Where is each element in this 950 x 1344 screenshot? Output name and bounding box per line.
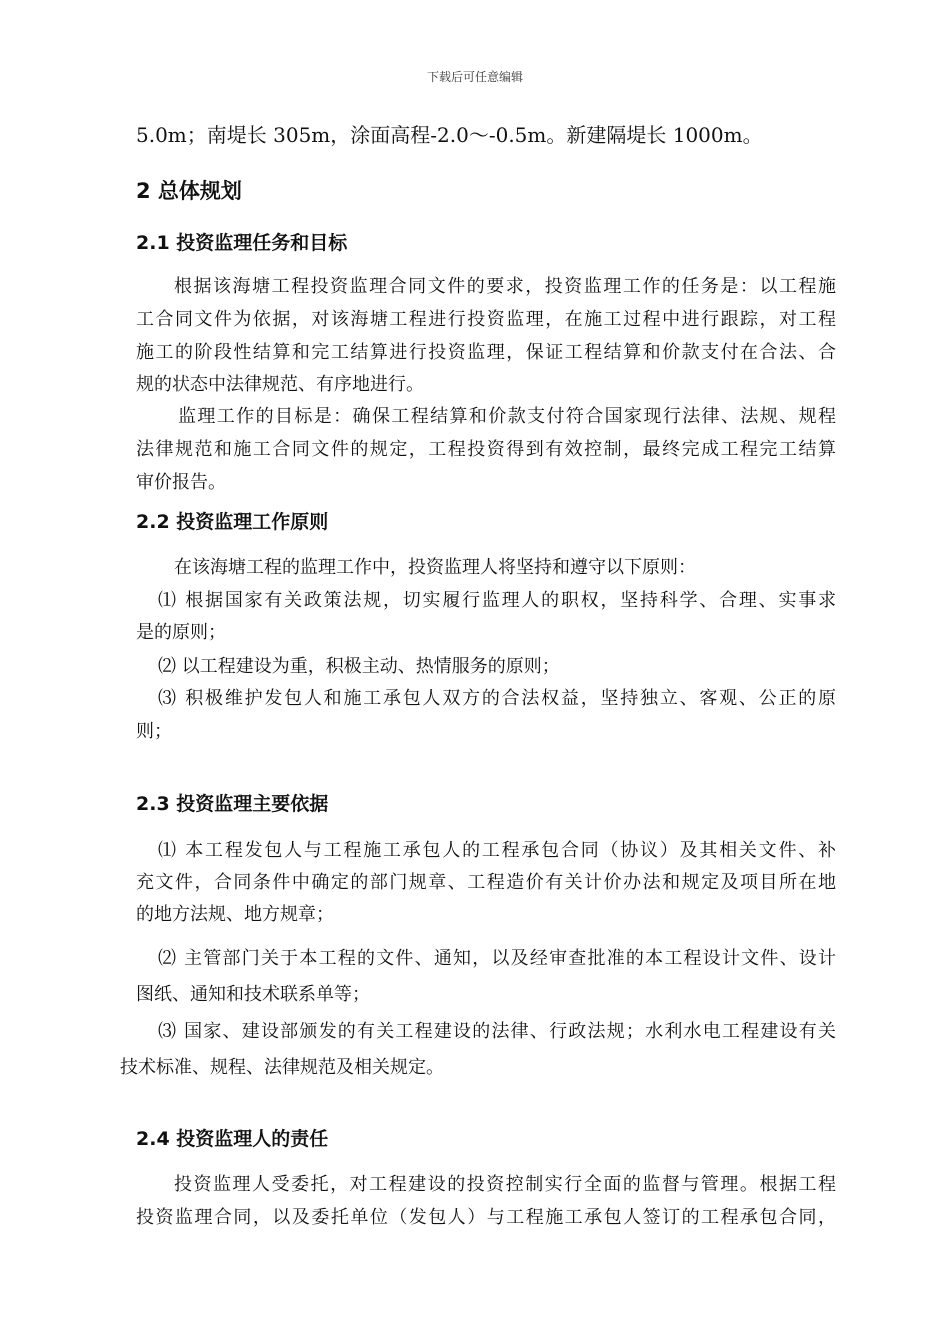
list-item: 是的原则；	[136, 622, 226, 643]
list-item: ⑴ 根据国家有关政策法规，切实履行监理人的职权，坚持科学、合理、实事求	[158, 590, 836, 611]
paragraph-line: 监理工作的目标是：确保工程结算和价款支付符合国家现行法律、法规、规程	[178, 406, 836, 427]
paragraph-line: 施工的阶段性结算和完工结算进行投资监理，保证工程结算和价款支付在合法、合	[136, 342, 836, 363]
paragraph-line: 投资监理人受委托，对工程建设的投资控制实行全面的监督与管理。根据工程	[174, 1174, 836, 1195]
list-item: 则；	[136, 721, 172, 742]
paragraph-line: 工合同文件为依据，对该海塘工程进行投资监理，在施工过程中进行跟踪，对工程	[136, 309, 836, 330]
list-item: ⑵ 以工程建设为重，积极主动、热情服务的原则；	[158, 656, 560, 677]
intro-line: 5.0m；南堤长 305m，涂面高程-2.0～-0.5m。新建隔堤长 1000m。	[136, 123, 763, 147]
paragraph-line: 投资监理合同，以及委托单位（发包人）与工程施工承包人签订的工程承包合同，	[136, 1207, 836, 1228]
paragraph-line: 审价报告。	[136, 472, 226, 493]
list-item: 的地方法规、地方规章；	[136, 904, 334, 925]
section-2-1-title: 2.1 投资监理任务和目标	[136, 232, 348, 254]
list-item: 技术标准、规程、法律规范及相关规定。	[120, 1057, 444, 1078]
page-header: 下载后可任意编辑	[426, 70, 523, 84]
section-2-title: 2 总体规划	[136, 179, 242, 203]
list-item: 充文件，合同条件中确定的部门规章、工程造价有关计价办法和规定及项目所在地	[136, 872, 836, 893]
section-2-3-title: 2.3 投资监理主要依据	[136, 793, 329, 815]
paragraph-line: 在该海塘工程的监理工作中，投资监理人将坚持和遵守以下原则：	[174, 557, 696, 578]
list-item: 图纸、通知和技术联系单等；	[136, 984, 370, 1005]
section-2-4-title: 2.4 投资监理人的责任	[136, 1128, 329, 1150]
paragraph-line: 法律规范和施工合同文件的规定，工程投资得到有效控制，最终完成工程完工结算	[136, 439, 836, 460]
paragraph-line: 规的状态中法律规范、有序地进行。	[136, 374, 424, 395]
section-2-2-title: 2.2 投资监理工作原则	[136, 511, 329, 533]
list-item: ⑴ 本工程发包人与工程施工承包人的工程承包合同（协议）及其相关文件、补	[158, 840, 836, 861]
list-item: ⑵ 主管部门关于本工程的文件、通知，以及经审查批准的本工程设计文件、设计	[158, 948, 836, 969]
paragraph-line: 根据该海塘工程投资监理合同文件的要求，投资监理工作的任务是：以工程施	[174, 276, 836, 297]
list-item: ⑶ 国家、建设部颁发的有关工程建设的法律、行政法规；水利水电工程建设有关	[158, 1021, 836, 1042]
list-item: ⑶ 积极维护发包人和施工承包人双方的合法权益，坚持独立、客观、公正的原	[158, 688, 836, 709]
